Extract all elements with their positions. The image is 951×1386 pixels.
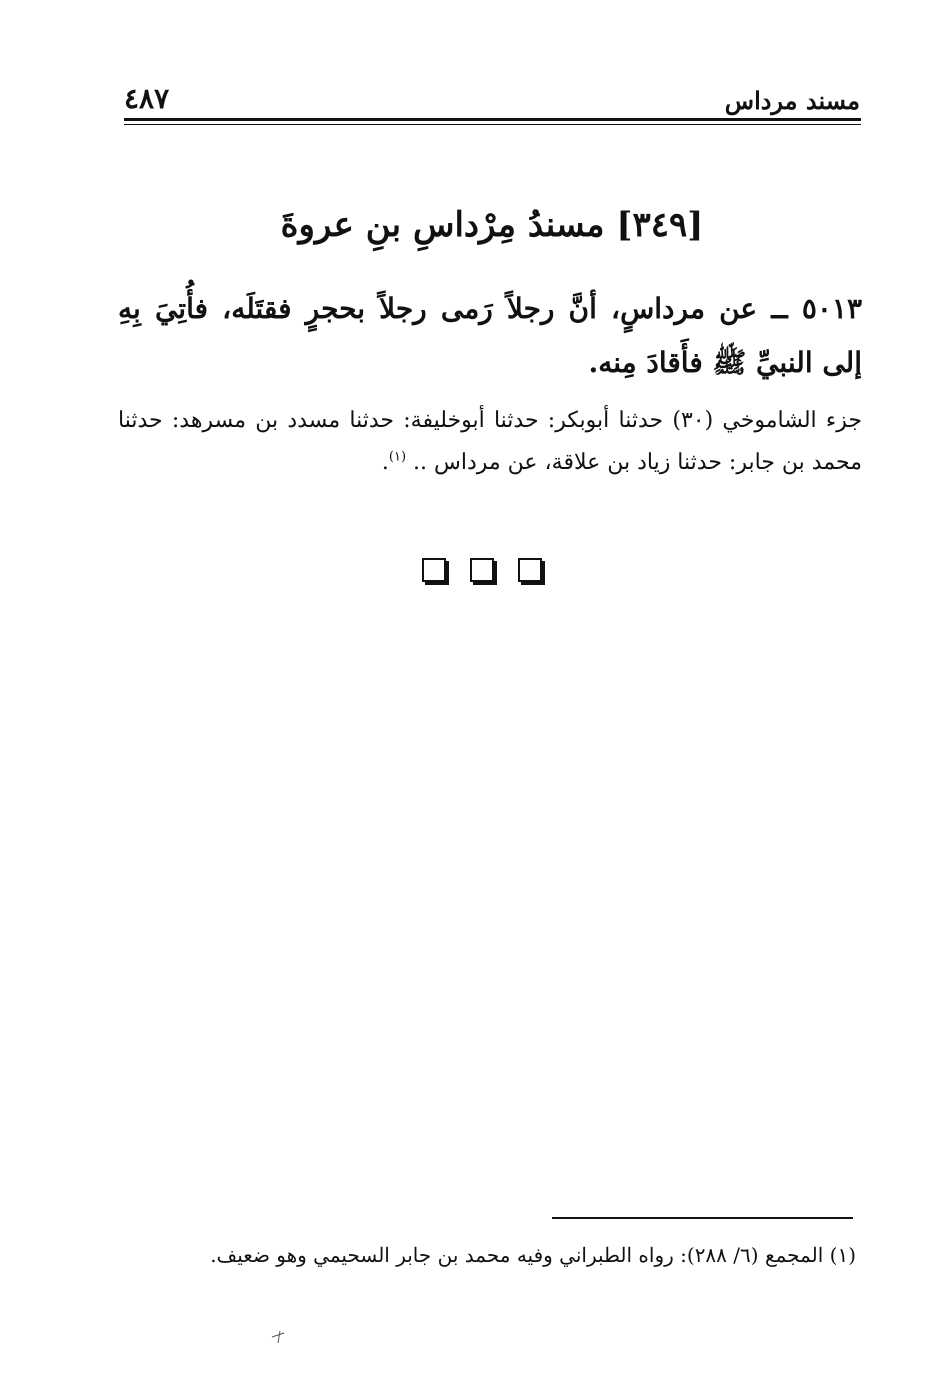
- source-end-punctuation: .: [381, 450, 389, 475]
- footnote-rule: [552, 1217, 853, 1219]
- pencil-mark-icon: [270, 1325, 290, 1345]
- footnote: (١) المجمع (٦/ ٢٨٨): رواه الطبراني وفيه محمد بن جابر السحيمي وهو ضعيف.: [210, 1243, 856, 1267]
- footnote-reference[interactable]: (١): [388, 449, 407, 465]
- page-number: ٤٨٧: [124, 82, 170, 115]
- header-rule-thick: [124, 118, 861, 121]
- running-header: [124, 82, 860, 118]
- header-rule-thin: [124, 124, 861, 125]
- separator-box-icon: [422, 558, 446, 582]
- running-title: مسند مرداس: [724, 86, 860, 115]
- section-separator: [410, 556, 550, 586]
- section-title: [٣٤٩] مسندُ مِرْداسِ بنِ عروةَ: [280, 205, 704, 245]
- source-citation-text: جزء الشاموخي (٣٠) حدثنا أبوبكر: حدثنا أبوخليفة: حدثنا مسدد بن مسرهد: حدثنا محمد بن جابر: حدثنا زياد بن علاقة، عن مرداس ..: [118, 408, 862, 475]
- separator-box-icon: [470, 558, 494, 582]
- hadith-text: ٥٠١٣ ــ عن مرداسٍ، أنَّ رجلاً رَمى رجلاً بحجرٍ فقتَلَه، فأُتِيَ بِهِ إلى النبيِّ ﷺ فأَقادَ مِنه.: [118, 292, 862, 379]
- separator-box-icon: [518, 558, 542, 582]
- source-citation: [118, 400, 862, 484]
